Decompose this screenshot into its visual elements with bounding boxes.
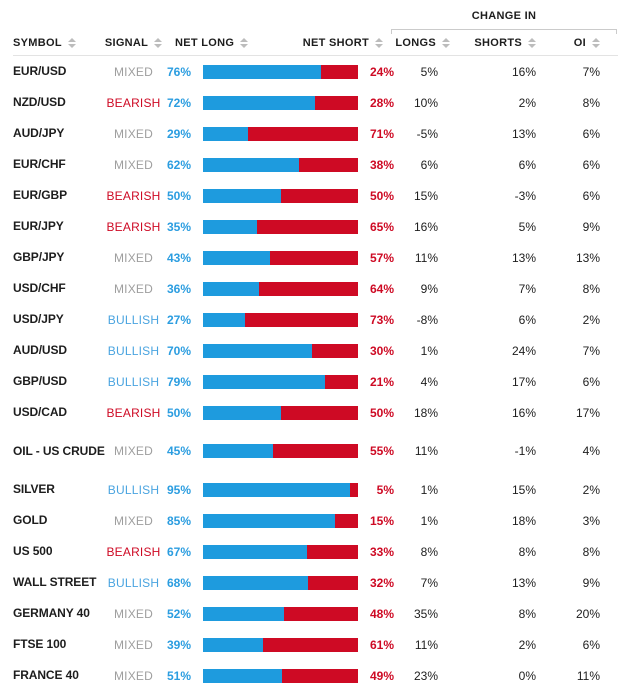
- net-long-bar: [203, 669, 282, 683]
- symbol-cell: EUR/CHF: [13, 157, 66, 171]
- sentiment-bar: [203, 65, 358, 79]
- net-short-bar: [299, 158, 358, 172]
- net-long-value: 52%: [166, 606, 191, 621]
- change-oi-value: 20%: [575, 606, 600, 621]
- net-short-value: 5%: [376, 482, 394, 497]
- change-longs-value: 1%: [420, 343, 438, 358]
- net-long-value: 43%: [166, 250, 191, 265]
- net-long-bar: [203, 158, 299, 172]
- symbol-cell: USD/CHF: [13, 281, 66, 295]
- table-body: [0, 56, 620, 690]
- table-row[interactable]: [0, 335, 620, 366]
- net-long-value: 68%: [166, 575, 191, 590]
- net-long-value: 85%: [166, 513, 191, 528]
- sentiment-bar: [203, 406, 358, 420]
- change-oi-value: 8%: [582, 281, 600, 296]
- sentiment-bar: [203, 607, 358, 621]
- sentiment-bar: [203, 282, 358, 296]
- net-short-value: 21%: [369, 374, 394, 389]
- symbol-cell: FTSE 100: [13, 637, 67, 651]
- symbol-cell: FRANCE 40: [13, 668, 79, 682]
- column-header-longs-label: LONGS: [395, 37, 436, 49]
- net-long-value: 35%: [166, 219, 191, 234]
- change-shorts-value: 15%: [511, 482, 536, 497]
- sentiment-bar: [203, 375, 358, 389]
- sentiment-bar-cell: [196, 545, 358, 559]
- sentiment-bar-cell: [196, 607, 358, 621]
- sentiment-bar-cell: [196, 375, 358, 389]
- table-row[interactable]: [0, 366, 620, 397]
- column-header-signal[interactable]: [105, 37, 162, 49]
- net-short-bar: [308, 576, 358, 590]
- table-row[interactable]: [0, 211, 620, 242]
- signal-cell: BULLISH: [107, 343, 160, 358]
- net-long-bar: [203, 576, 308, 590]
- net-short-value: 61%: [369, 637, 394, 652]
- net-short-bar: [281, 406, 359, 420]
- net-long-bar: [203, 545, 307, 559]
- change-shorts-value: 18%: [511, 513, 536, 528]
- change-oi-value: 9%: [582, 219, 600, 234]
- symbol-cell: NZD/USD: [13, 95, 66, 109]
- net-short-bar: [321, 65, 358, 79]
- change-shorts-value: 16%: [511, 405, 536, 420]
- signal-cell: MIXED: [113, 606, 153, 621]
- symbol-cell: AUD/USD: [13, 343, 67, 357]
- sort-icon[interactable]: [528, 38, 536, 48]
- table-header: [0, 0, 620, 56]
- sentiment-bar: [203, 638, 358, 652]
- change-oi-value: 8%: [582, 544, 600, 559]
- change-shorts-value: 8%: [518, 544, 536, 559]
- change-longs-value: 23%: [413, 668, 438, 683]
- net-long-bar: [203, 189, 281, 203]
- change-oi-value: 3%: [582, 513, 600, 528]
- net-long-value: 36%: [166, 281, 191, 296]
- net-long-value: 27%: [166, 312, 191, 327]
- table-row[interactable]: [0, 474, 620, 505]
- net-short-bar: [257, 220, 358, 234]
- symbol-cell: USD/CAD: [13, 405, 67, 419]
- signal-cell: BEARISH: [106, 405, 161, 420]
- net-short-value: 32%: [369, 575, 394, 590]
- table-row[interactable]: [0, 660, 620, 690]
- net-short-bar: [350, 483, 358, 497]
- signal-cell: MIXED: [113, 637, 153, 652]
- change-shorts-value: 2%: [518, 637, 536, 652]
- change-longs-value: 35%: [413, 606, 438, 621]
- net-short-bar: [315, 96, 358, 110]
- change-longs-value: 5%: [420, 64, 438, 79]
- net-short-bar: [245, 313, 358, 327]
- change-oi-value: 7%: [582, 343, 600, 358]
- table-row[interactable]: [0, 304, 620, 335]
- net-short-value: 73%: [369, 312, 394, 327]
- net-long-bar: [203, 344, 312, 358]
- net-short-bar: [335, 514, 358, 528]
- change-oi-value: 8%: [582, 95, 600, 110]
- signal-cell: BEARISH: [106, 544, 161, 559]
- signal-cell: MIXED: [113, 64, 153, 79]
- net-long-bar: [203, 313, 245, 327]
- signal-cell: BULLISH: [107, 575, 160, 590]
- net-short-bar: [263, 638, 358, 652]
- table-row[interactable]: [0, 118, 620, 149]
- change-longs-value: 1%: [420, 482, 438, 497]
- net-long-bar: [203, 251, 270, 265]
- sentiment-bar-cell: [196, 127, 358, 141]
- symbol-cell: GERMANY 40: [13, 606, 90, 620]
- signal-cell: BULLISH: [107, 482, 160, 497]
- net-short-value: 71%: [369, 126, 394, 141]
- symbol-cell: EUR/GBP: [13, 188, 67, 202]
- sentiment-bar-cell: [196, 638, 358, 652]
- net-short-value: 30%: [369, 343, 394, 358]
- sentiment-bar: [203, 127, 358, 141]
- net-long-bar: [203, 96, 315, 110]
- sentiment-bar-cell: [196, 313, 358, 327]
- net-long-bar: [203, 483, 350, 497]
- change-shorts-value: -1%: [514, 444, 536, 458]
- change-oi-value: 6%: [582, 188, 600, 203]
- sentiment-bar-cell: [196, 65, 358, 79]
- change-shorts-value: 8%: [518, 606, 536, 621]
- change-shorts-value: 13%: [511, 250, 536, 265]
- symbol-cell: AUD/JPY: [13, 126, 65, 140]
- net-short-bar: [307, 545, 358, 559]
- net-long-bar: [203, 514, 335, 528]
- change-oi-value: 6%: [582, 637, 600, 652]
- change-longs-value: 9%: [420, 281, 438, 296]
- net-long-value: 51%: [166, 668, 191, 683]
- sentiment-bar-cell: [196, 514, 358, 528]
- change-longs-value: 6%: [420, 157, 438, 172]
- symbol-cell: SILVER: [13, 482, 55, 496]
- change-longs-value: 7%: [420, 575, 438, 590]
- net-short-bar: [281, 189, 359, 203]
- change-longs-value: 15%: [413, 188, 438, 203]
- table-row[interactable]: [0, 180, 620, 211]
- net-long-value: 39%: [166, 637, 191, 652]
- net-long-bar: [203, 444, 273, 458]
- net-long-bar: [203, 127, 248, 141]
- net-short-bar: [248, 127, 358, 141]
- net-short-value: 65%: [369, 219, 394, 234]
- signal-cell: BEARISH: [106, 188, 161, 203]
- signal-cell: MIXED: [113, 250, 153, 265]
- sentiment-bar-cell: [196, 406, 358, 420]
- sentiment-bar-cell: [196, 189, 358, 203]
- change-shorts-value: 2%: [518, 95, 536, 110]
- change-in-group-label: CHANGE IN: [471, 10, 537, 22]
- sentiment-bar-cell: [196, 282, 358, 296]
- signal-cell: BEARISH: [106, 219, 161, 234]
- net-long-value: 70%: [166, 343, 191, 358]
- change-shorts-value: 24%: [511, 343, 536, 358]
- change-longs-value: 18%: [413, 405, 438, 420]
- net-long-value: 45%: [166, 444, 191, 458]
- net-long-value: 76%: [166, 64, 191, 79]
- sentiment-bar-cell: [196, 344, 358, 358]
- column-header-net-short[interactable]: [196, 37, 398, 49]
- net-short-bar: [312, 344, 359, 358]
- net-short-value: 33%: [369, 544, 394, 559]
- net-long-value: 50%: [166, 188, 191, 203]
- sentiment-bar-cell: [196, 96, 358, 110]
- net-long-value: 29%: [166, 126, 191, 141]
- net-short-bar: [282, 669, 358, 683]
- net-short-value: 38%: [369, 157, 394, 172]
- sentiment-bar: [203, 158, 358, 172]
- change-oi-value: 13%: [575, 250, 600, 265]
- change-longs-value: 11%: [414, 444, 438, 458]
- net-short-value: 49%: [369, 668, 394, 683]
- symbol-cell: OIL - US CRUDE: [13, 443, 105, 458]
- change-shorts-value: 5%: [518, 219, 536, 234]
- table-row[interactable]: [0, 567, 620, 598]
- table-row[interactable]: [0, 242, 620, 273]
- sort-icon[interactable]: [442, 38, 450, 48]
- net-long-value: 79%: [166, 374, 191, 389]
- signal-cell: BEARISH: [106, 95, 161, 110]
- signal-cell: MIXED: [113, 668, 153, 683]
- table-row[interactable]: [0, 428, 620, 474]
- change-shorts-value: 0%: [518, 668, 536, 683]
- table-row[interactable]: [0, 149, 620, 180]
- net-short-value: 64%: [369, 281, 394, 296]
- sentiment-bar: [203, 96, 358, 110]
- column-header-symbol[interactable]: [13, 37, 105, 49]
- change-oi-value: 2%: [582, 312, 600, 327]
- table-row[interactable]: [0, 629, 620, 660]
- net-long-bar: [203, 638, 263, 652]
- sentiment-bar: [203, 444, 358, 458]
- change-shorts-value: 13%: [511, 575, 536, 590]
- net-short-bar: [273, 444, 358, 458]
- table-row[interactable]: [0, 397, 620, 428]
- net-short-value: 50%: [369, 188, 394, 203]
- table-row[interactable]: [0, 56, 620, 87]
- change-longs-value: -8%: [416, 312, 438, 327]
- column-header-shorts[interactable]: [450, 37, 548, 49]
- signal-cell: BULLISH: [107, 312, 160, 327]
- change-shorts-value: 17%: [511, 374, 536, 389]
- sentiment-bar-cell: [196, 576, 358, 590]
- net-short-value: 24%: [369, 64, 394, 79]
- change-oi-value: 6%: [582, 157, 600, 172]
- sentiment-bar: [203, 545, 358, 559]
- symbol-cell: GBP/USD: [13, 374, 67, 388]
- column-header-net-long-label: NET LONG: [175, 37, 235, 49]
- sentiment-bar-cell: [196, 251, 358, 265]
- symbol-cell: GBP/JPY: [13, 250, 65, 264]
- symbol-cell: USD/JPY: [13, 312, 64, 326]
- column-header-row: [0, 33, 620, 53]
- signal-cell: MIXED: [113, 444, 153, 458]
- change-shorts-value: 6%: [518, 157, 536, 172]
- signal-cell: MIXED: [113, 281, 153, 296]
- change-shorts-value: 13%: [511, 126, 536, 141]
- net-long-bar: [203, 282, 259, 296]
- change-longs-value: 1%: [420, 513, 438, 528]
- change-longs-value: 11%: [414, 250, 438, 265]
- net-short-value: 57%: [369, 250, 394, 265]
- change-shorts-value: -3%: [514, 188, 536, 203]
- sentiment-bar-cell: [196, 220, 358, 234]
- sentiment-bar: [203, 251, 358, 265]
- change-longs-value: 8%: [420, 544, 438, 559]
- signal-cell: MIXED: [113, 126, 153, 141]
- table-row[interactable]: [0, 87, 620, 118]
- change-longs-value: -5%: [416, 126, 438, 141]
- table-row[interactable]: [0, 505, 620, 536]
- sentiment-bar-cell: [196, 669, 358, 683]
- net-long-value: 72%: [166, 95, 191, 110]
- net-short-bar: [259, 282, 358, 296]
- change-oi-value: 6%: [582, 126, 600, 141]
- net-long-value: 62%: [166, 157, 191, 172]
- net-long-bar: [203, 375, 325, 389]
- change-oi-value: 2%: [582, 482, 600, 497]
- header-divider: [13, 55, 618, 56]
- sentiment-bar-cell: [196, 444, 358, 458]
- net-short-bar: [270, 251, 358, 265]
- net-short-value: 50%: [369, 405, 394, 420]
- net-short-value: 55%: [369, 444, 394, 458]
- symbol-cell: EUR/USD: [13, 64, 67, 78]
- sentiment-bar: [203, 483, 358, 497]
- sentiment-bar-cell: [196, 483, 358, 497]
- change-longs-value: 4%: [420, 374, 438, 389]
- change-oi-value: 6%: [582, 374, 600, 389]
- net-short-value: 28%: [369, 95, 394, 110]
- sentiment-bar: [203, 344, 358, 358]
- symbol-cell: WALL STREET: [13, 575, 97, 589]
- sentiment-bar: [203, 669, 358, 683]
- net-long-value: 67%: [166, 544, 191, 559]
- change-oi-value: 17%: [575, 405, 600, 420]
- net-long-value: 95%: [166, 482, 191, 497]
- net-short-value: 15%: [369, 513, 394, 528]
- signal-cell: MIXED: [113, 157, 153, 172]
- change-oi-value: 9%: [582, 575, 600, 590]
- table-row[interactable]: [0, 598, 620, 629]
- symbol-cell: GOLD: [13, 513, 48, 527]
- change-oi-value: 4%: [582, 444, 600, 458]
- column-header-oi[interactable]: [548, 37, 612, 49]
- signal-cell: BULLISH: [107, 374, 160, 389]
- net-long-bar: [203, 65, 321, 79]
- net-short-value: 48%: [369, 606, 394, 621]
- net-short-bar: [325, 375, 358, 389]
- net-short-bar: [284, 607, 358, 621]
- change-oi-value: 11%: [576, 668, 600, 683]
- sort-icon[interactable]: [154, 38, 162, 48]
- sort-icon[interactable]: [592, 38, 600, 48]
- change-longs-value: 10%: [413, 95, 438, 110]
- change-longs-value: 16%: [413, 219, 438, 234]
- net-long-bar: [203, 220, 257, 234]
- column-header-shorts-label: SHORTS: [474, 37, 522, 49]
- net-long-value: 50%: [166, 405, 191, 420]
- column-header-oi-label: OI: [573, 37, 586, 49]
- net-long-bar: [203, 607, 284, 621]
- sentiment-bar: [203, 313, 358, 327]
- change-shorts-value: 16%: [511, 64, 536, 79]
- sentiment-bar-cell: [196, 158, 358, 172]
- net-long-bar: [203, 406, 281, 420]
- table-row[interactable]: [0, 273, 620, 304]
- change-longs-value: 11%: [414, 637, 438, 652]
- column-header-symbol-label: SYMBOL: [13, 37, 62, 49]
- sentiment-bar: [203, 514, 358, 528]
- sentiment-bar: [203, 189, 358, 203]
- signal-cell: MIXED: [113, 513, 153, 528]
- change-shorts-value: 6%: [518, 312, 536, 327]
- sort-icon[interactable]: [68, 38, 76, 48]
- sentiment-bar: [203, 220, 358, 234]
- column-header-signal-label: SIGNAL: [104, 37, 149, 49]
- change-oi-value: 7%: [582, 64, 600, 79]
- sentiment-bar: [203, 576, 358, 590]
- symbol-cell: EUR/JPY: [13, 219, 64, 233]
- column-header-net-short-label: NET SHORT: [302, 37, 369, 49]
- table-row[interactable]: [0, 536, 620, 567]
- column-header-longs[interactable]: [395, 37, 450, 49]
- change-shorts-value: 7%: [518, 281, 536, 296]
- symbol-cell: US 500: [13, 544, 53, 558]
- sort-icon[interactable]: [375, 38, 383, 48]
